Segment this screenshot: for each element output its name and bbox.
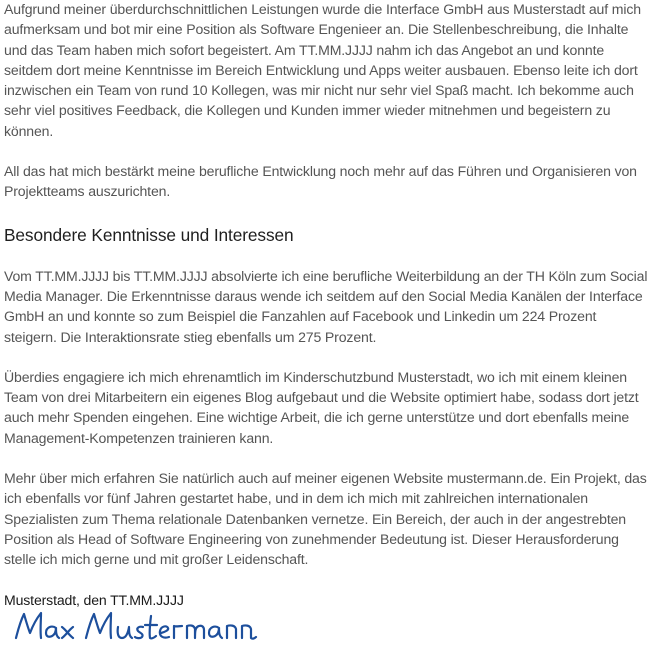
letter-page bbox=[4, 0, 649, 610]
volunteer-paragraph: Überdies engagiere ich mich ehrenamtlich im Kinderschutzbund Musterstadt, wo ich mit einem kleinen Team von drei Mitarbeitern ein eigenes Blog aufgebaut und die Website optimiert habe, sodass dort jetzt auch mehr Spenden eingehen. Eine wichtige Arbeit, die ich gerne unterstütze und dort ebenfalls meine Management-Kompetenzen trainieren kann. bbox=[4, 368, 639, 446]
place-date: Musterstadt, den TT.MM.JJJJ bbox=[4, 591, 184, 608]
handwritten-signature bbox=[12, 608, 262, 644]
website-paragraph: Mehr über mich erfahren Sie natürlich auch auf meiner eigenen Website mustermann.de. Ein Projekt, das ich ebenfalls vor fünf Jahren gestartet habe, und in dem ich mich mit zahlreichen internationalen Spezialisten zum Thema relationale Datenbanken vernetze. Ein Bereich, der auch in der angestrebten Position als Head of Software Engineering von zunehmender Bedeutung ist. Dieser Herausforderung stelle ich mich gerne und mit großer Leidenschaft. bbox=[4, 470, 647, 568]
intro-paragraph: Aufgrund meiner überdurchschnittlichen Leistungen wurde die Interface GmbH aus Musterstadt auf mich aufmerksam und bot mir eine Position als Software Engenieer an. Die Stellenbeschreibung, die Inhalte und das Team haben mich sofort begeistert. Am TT.MM.JJJJ nahm ich das Angebot an und konnte seitdem dort meine Kenntnisse im Bereich Entwicklung und Apps weiter ausbauen. Ebenso leite ich dort inzwischen ein Team von rund 10 Kollegen, was mir nicht nur sehr viel Spaß macht. Ich bekomme auch sehr viel positives Feedback, die Kollegen und Kunden immer wieder mitnehmen und begeistern zu können. bbox=[4, 1, 641, 139]
section-heading: Besondere Kenntnisse und Interessen bbox=[4, 224, 294, 245]
training-paragraph: Vom TT.MM.JJJJ bis TT.MM.JJJJ absolvierte ich eine berufliche Weiterbildung an der TH Köln zum Social Media Manager. Die Erkenntnisse daraus wende ich seitdem auf den Social Media Kanälen der Interface GmbH an und konnte so zum Beispiel die Fanzahlen auf Facebook und Linkedin um 224 Prozent steigern. Die Interaktionsrate stieg ebenfalls um 275 Prozent. bbox=[4, 267, 648, 345]
career-focus-paragraph: All das hat mich bestärkt meine berufliche Entwicklung noch mehr auf das Führen und Organisieren von Projektteams auszurichten. bbox=[4, 163, 637, 200]
